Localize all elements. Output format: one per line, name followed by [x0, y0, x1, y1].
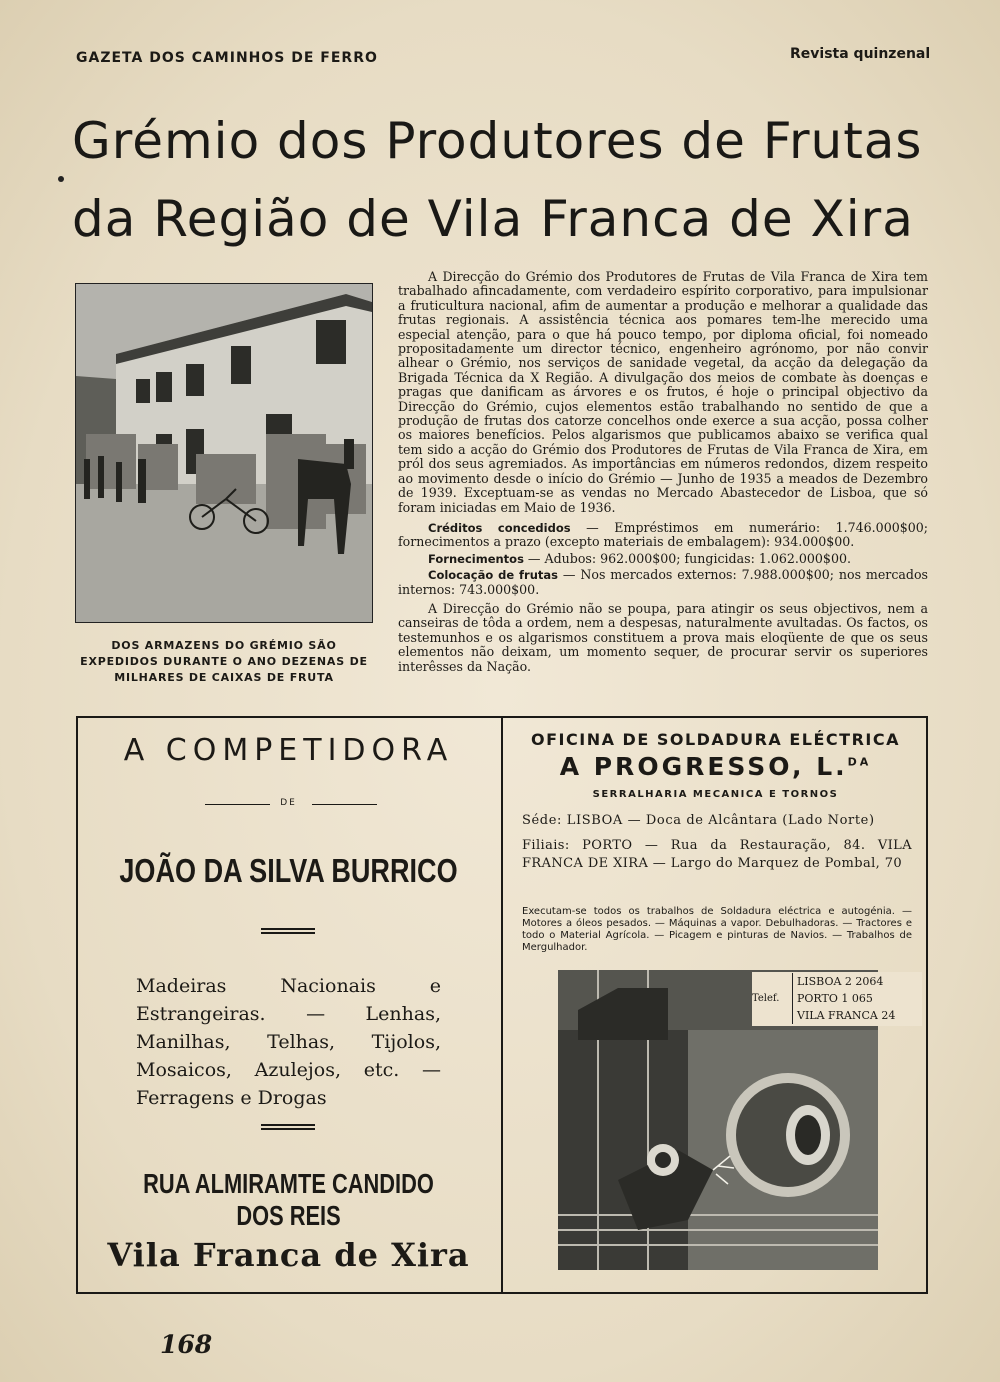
firm-name: A PROGRESSO, L.: [559, 752, 848, 781]
running-header-issue-type: Revista quinzenal: [790, 46, 931, 62]
ornament-double-rule: [261, 1124, 315, 1130]
ad-progresso-title: OFICINA DE SOLDADURA ELÉCTRICA: [531, 730, 900, 749]
article-paragraph: A Direcção do Grémio dos Produtores de Frutas de Vila Franca de Xira tem trabalhado afincadamente, com verdadeiro espírito corporativo, para impulsionar a fruticultura nacional, afim de aumentar a produção e melhorar a qualidade das frutas regionais. A assistência técnica aos pomares tem-lhe merecido uma especial atenção, para o que há pouco tempo, por diploma oficial, foi nomeado propositadamente um director técnico, engenheiro agrónomo, por não convir alhear o Grémio, nos serviços de sanidade vegetal, da acção da delegação da Brigada Técnica da X Região. A divulgação dos meios de combate às doenças e pragas que danificam as árvores e os frutos, é hoje o principal objectivo da Direcção do Grémio, cujos elementos estão trabalhando no sentido de que a produção de frutas dos catorze concelhos onde exerce a sua acção, possa colher os maiores benefícios. Pelos algarismos que publicamos abaixo se verifica qual tem sido a acção do Grémio dos Produtores de Frutas de Vila Franca de Xira, em pról dos seus agremiados. As importâncias em números redondos, dizem respeito ao movimento desde o início do Grémio — Junho de 1935 a meados de Dezembro de 1939. Exceptuam-se as vendas no Mercado Abastecedor de Lisboa, que só foram iniciadas em Maio de 1936.: [398, 269, 928, 515]
stat-text: — Nos mercados externos: 7.988.000$00; nos mercados internos: 743.000$00.: [398, 567, 928, 597]
ad-competidora-de: DE: [280, 798, 297, 808]
stat-label: Fornecimentos: [428, 551, 524, 566]
running-header-publication: GAZETA DOS CAMINHOS DE FERRO: [76, 50, 378, 66]
ad-competidora-town: Vila Franca de Xira: [107, 1236, 470, 1274]
ad-competidora-title: A COMPETIDORA: [123, 733, 454, 768]
stat-supplies: [398, 552, 928, 566]
ornament-double-rule: [261, 928, 315, 934]
ad-progresso-phones: [752, 972, 922, 1026]
stat-fruit-placement: [398, 568, 928, 597]
article-title-line-1: Grémio dos Produtores de Frutas: [72, 112, 923, 170]
photo-caption: DOS ARMAZENS DO GRÉMIO SÃO EXPEDIDOS DURANTE O ANO DEZENAS DE MILHARES DE CAIXAS DE FRUTA: [80, 639, 368, 684]
stat-text: — Empréstimos em numerário: 1.746.000$00; fornecimentos a prazo (excepto materiais de embalagem): 934.000$00.: [398, 519, 928, 550]
ornament-dot: [58, 176, 64, 182]
phone-label: Telef.: [752, 993, 780, 1004]
article-title-line-2: da Região de Vila Franca de Xira: [72, 190, 914, 248]
stat-label: Colocação de frutas: [428, 568, 558, 583]
phone-porto: PORTO 1 065: [797, 992, 873, 1005]
ad-progresso-firm: [503, 752, 928, 781]
firm-suffix: DA: [847, 755, 872, 769]
phone-vila-franca: VILA FRANCA 24: [797, 1009, 896, 1022]
warehouse-photo: [75, 283, 373, 623]
stat-credits: [398, 521, 928, 550]
article-body: [398, 270, 928, 680]
article-paragraph: A Direcção do Grémio não se poupa, para atingir os seus objectivos, nem a canseiras de tôda a ordem, nem a despesas, naturalmente avultadas. Os factos, os testemunhos e os algarismos constituem a prova mais eloqüente de que os seus elementos não deixam, um momento sequer, de procurar servir os superiores interêsses da Nação.: [398, 600, 928, 674]
stat-text: — Adubos: 962.000$00; fungicidas: 1.062.000$00.: [523, 550, 851, 566]
stat-label: Créditos concedidos: [428, 520, 571, 535]
phone-list: [792, 973, 895, 1024]
phone-lisboa: LISBOA 2 2064: [797, 975, 884, 988]
advertisement-divider: [501, 716, 503, 1294]
ornament-rule: [312, 804, 377, 805]
ad-competidora-goods: Madeiras Nacionais e Estrangeiras. — Lenhas, Manilhas, Telhas, Tijolos, Mosaicos, Azulejos, etc. — Ferragens e Drogas: [136, 975, 441, 1109]
ad-progresso-services: Executam-se todos os trabalhos de Soldadura eléctrica e autogénia. — Motores a óleos pesados. — Máquinas a vapor. Debulhadoras. — Tractores e todo o Material Agrícola. — Picagem e pinturas de Navios. — Trabalhos de Mergulhador.: [522, 906, 912, 953]
page-number: 168: [160, 1330, 213, 1359]
ad-progresso-headquarters: Séde: LISBOA — Doca de Alcântara (Lado Norte): [522, 813, 875, 828]
ad-competidora-owner: JOÃO DA SILVA BURRICO: [119, 852, 458, 889]
ad-progresso-branches: Filiais: PORTO — Rua da Restauração, 84. VILA FRANCA DE XIRA — Largo do Marquez de Pombal, 70: [522, 838, 912, 871]
ad-progresso-subtitle: SERRALHARIA MECANICA E TORNOS: [592, 789, 839, 800]
ad-competidora-address: RUA ALMIRAMTE CANDIDO DOS REIS: [143, 1168, 434, 1231]
